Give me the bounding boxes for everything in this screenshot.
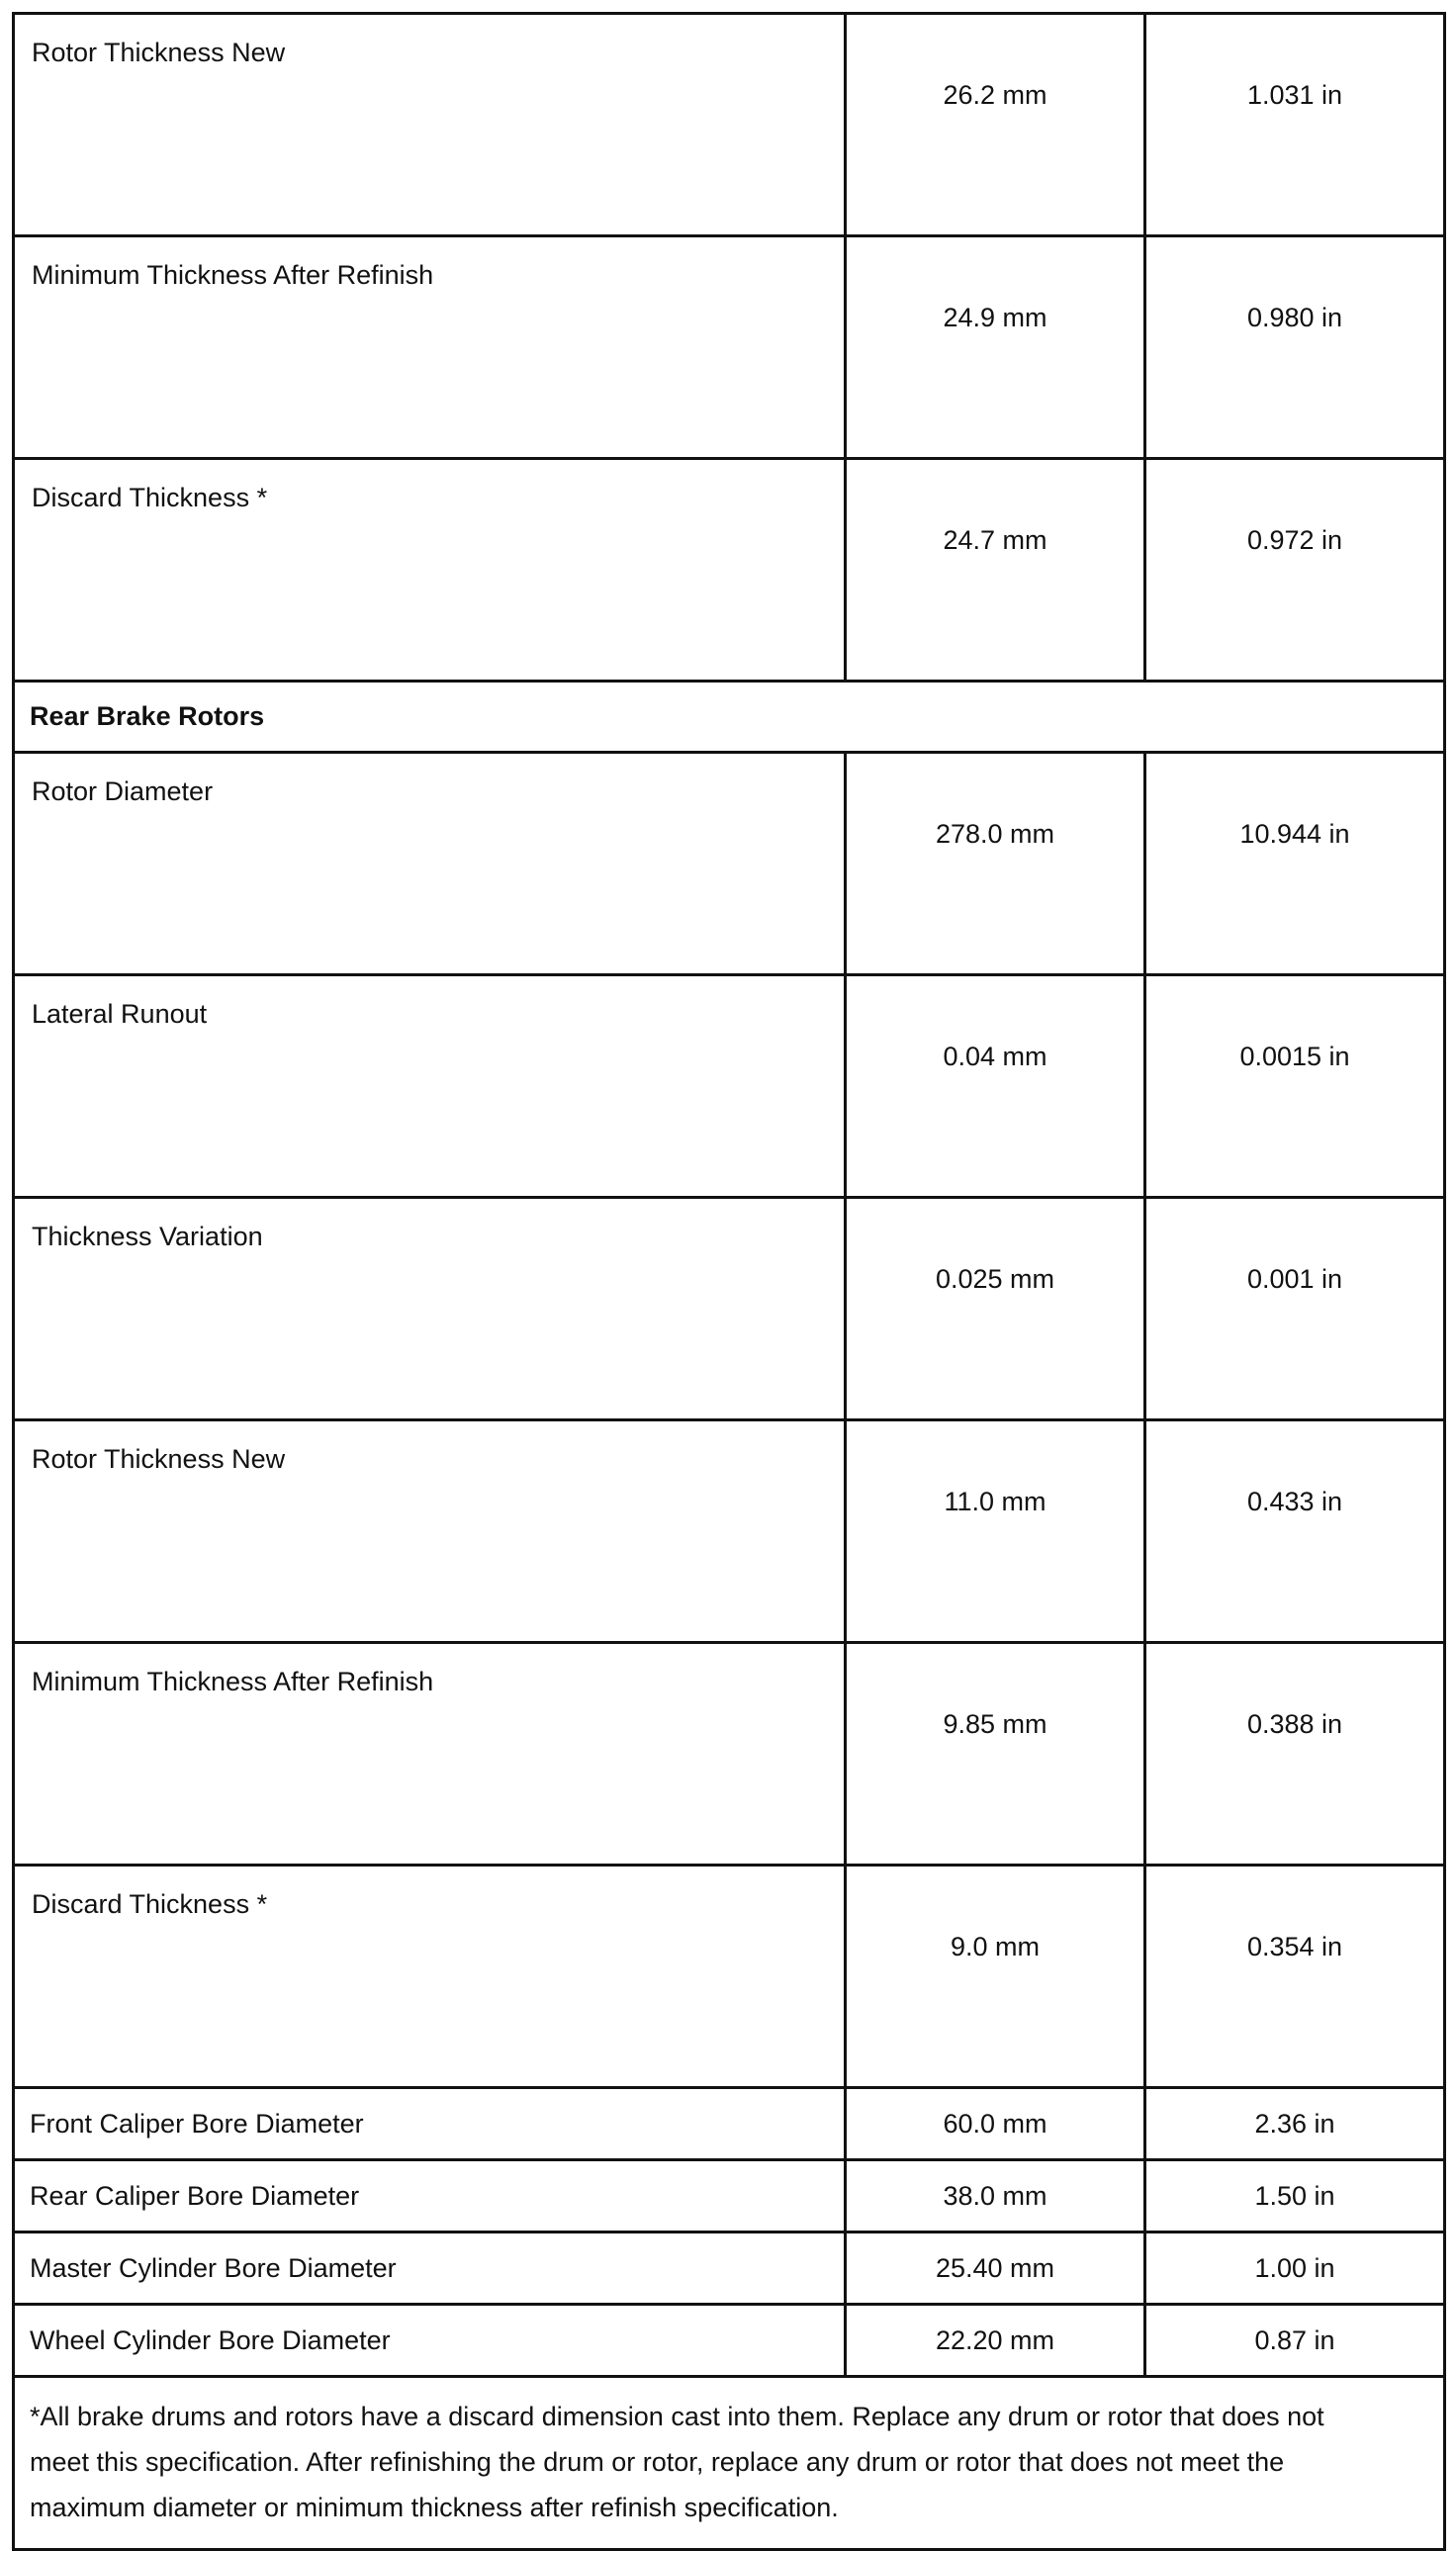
table-row xyxy=(14,1420,1445,1643)
metric-value: 22.20 mm xyxy=(846,2305,1145,2377)
metric-value: 9.0 mm xyxy=(846,1866,1145,2088)
metric-value: 38.0 mm xyxy=(846,2160,1145,2232)
table-row xyxy=(14,236,1445,459)
metric-value: 11.0 mm xyxy=(846,1420,1145,1643)
table-row xyxy=(14,2232,1445,2305)
imperial-value: 1.00 in xyxy=(1145,2232,1445,2305)
table-row xyxy=(14,1866,1445,2088)
imperial-value: 2.36 in xyxy=(1145,2088,1445,2160)
metric-value: 24.9 mm xyxy=(846,236,1145,459)
imperial-value: 0.354 in xyxy=(1145,1866,1445,2088)
metric-value: 0.04 mm xyxy=(846,975,1145,1198)
spec-label: Minimum Thickness After Refinish xyxy=(14,1643,846,1866)
spec-label: Rotor Diameter xyxy=(14,753,846,975)
section-heading: Rear Brake Rotors xyxy=(14,682,1445,753)
imperial-value: 0.980 in xyxy=(1145,236,1445,459)
spec-label: Master Cylinder Bore Diameter xyxy=(14,2232,846,2305)
imperial-value: 1.031 in xyxy=(1145,14,1445,236)
imperial-value: 0.433 in xyxy=(1145,1420,1445,1643)
spec-label: Front Caliper Bore Diameter xyxy=(14,2088,846,2160)
spec-label: Discard Thickness * xyxy=(14,459,846,682)
imperial-value: 0.001 in xyxy=(1145,1198,1445,1420)
imperial-value: 10.944 in xyxy=(1145,753,1445,975)
table-row xyxy=(14,2088,1445,2160)
spec-label: Rotor Thickness New xyxy=(14,14,846,236)
metric-value: 9.85 mm xyxy=(846,1643,1145,1866)
table-row xyxy=(14,1198,1445,1420)
table-row xyxy=(14,2305,1445,2377)
imperial-value: 0.972 in xyxy=(1145,459,1445,682)
spec-label: Rear Caliper Bore Diameter xyxy=(14,2160,846,2232)
table-row xyxy=(14,975,1445,1198)
footnote-row xyxy=(14,2377,1445,2550)
metric-value: 278.0 mm xyxy=(846,753,1145,975)
table-row xyxy=(14,2160,1445,2232)
table-row xyxy=(14,459,1445,682)
table-row xyxy=(14,753,1445,975)
imperial-value: 0.0015 in xyxy=(1145,975,1445,1198)
imperial-value: 0.87 in xyxy=(1145,2305,1445,2377)
brake-specification-table xyxy=(12,12,1446,2551)
imperial-value: 1.50 in xyxy=(1145,2160,1445,2232)
spec-label: Minimum Thickness After Refinish xyxy=(14,236,846,459)
metric-value: 25.40 mm xyxy=(846,2232,1145,2305)
spec-label: Rotor Thickness New xyxy=(14,1420,846,1643)
spec-label: Lateral Runout xyxy=(14,975,846,1198)
metric-value: 24.7 mm xyxy=(846,459,1145,682)
spec-label: Discard Thickness * xyxy=(14,1866,846,2088)
metric-value: 26.2 mm xyxy=(846,14,1145,236)
section-heading-row xyxy=(14,682,1445,753)
table-row xyxy=(14,1643,1445,1866)
footnote-text: *All brake drums and rotors have a discard dimension cast into them. Replace any drum or rotor that does not meet this specification. After refinishing the drum or rotor, replace any drum or rotor that does not meet the maximum diameter or minimum thickness after refinish specification. xyxy=(14,2377,1445,2550)
table-row xyxy=(14,14,1445,236)
spec-label: Wheel Cylinder Bore Diameter xyxy=(14,2305,846,2377)
spec-label: Thickness Variation xyxy=(14,1198,846,1420)
imperial-value: 0.388 in xyxy=(1145,1643,1445,1866)
metric-value: 0.025 mm xyxy=(846,1198,1145,1420)
metric-value: 60.0 mm xyxy=(846,2088,1145,2160)
